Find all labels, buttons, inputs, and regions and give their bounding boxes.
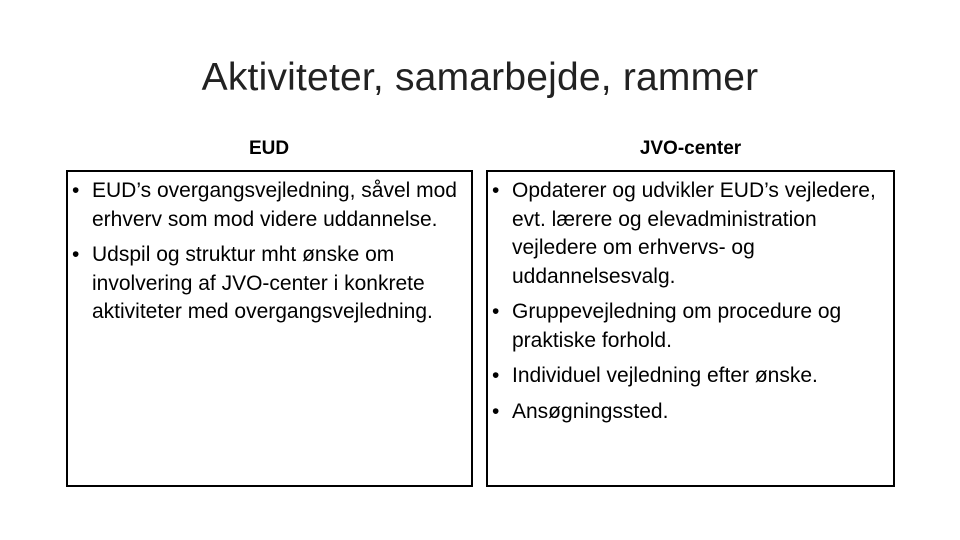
list-item-text: EUD’s overgangsvejledning, såvel mod erhverv som mod videre uddannelse. [92,179,457,231]
jvo-center-content-box [486,170,895,487]
eud-bullet-list [68,172,471,327]
list-item [492,362,889,391]
bullet-icon: • [492,179,500,202]
eud-column-heading: EUD [248,138,290,159]
list-item [72,241,467,327]
jvo-center-bullet-list [488,172,893,426]
list-item [492,298,889,355]
list-item-text: Ansøgningssted. [512,399,669,423]
list-item [72,177,467,234]
bullet-icon: • [72,243,80,266]
bullet-icon: • [72,179,80,202]
bullet-icon: • [492,399,500,423]
list-item-text: Individuel vejledning efter ønske. [512,364,818,387]
list-item-text: Gruppevejledning om procedure og praktiske forhold. [512,300,842,352]
list-item-text: Udspil og struktur mht ønske om involvering af JVO-center i konkrete aktiviteter med overgangsvejledning. [92,243,433,323]
list-item [492,398,889,427]
bullet-icon: • [492,300,500,323]
list-item-text: Opdaterer og udvikler EUD’s vejledere, evt. lærere og elevadministration vejledere om erhvervs- og uddannelsesvalg. [512,179,876,288]
bullet-icon: • [492,364,500,387]
list-item [492,177,889,291]
slide-title: Aktiviteter, samarbejde, rammer [201,56,759,99]
eud-content-box [66,170,473,487]
jvo-center-column-heading: JVO-center [639,138,742,159]
